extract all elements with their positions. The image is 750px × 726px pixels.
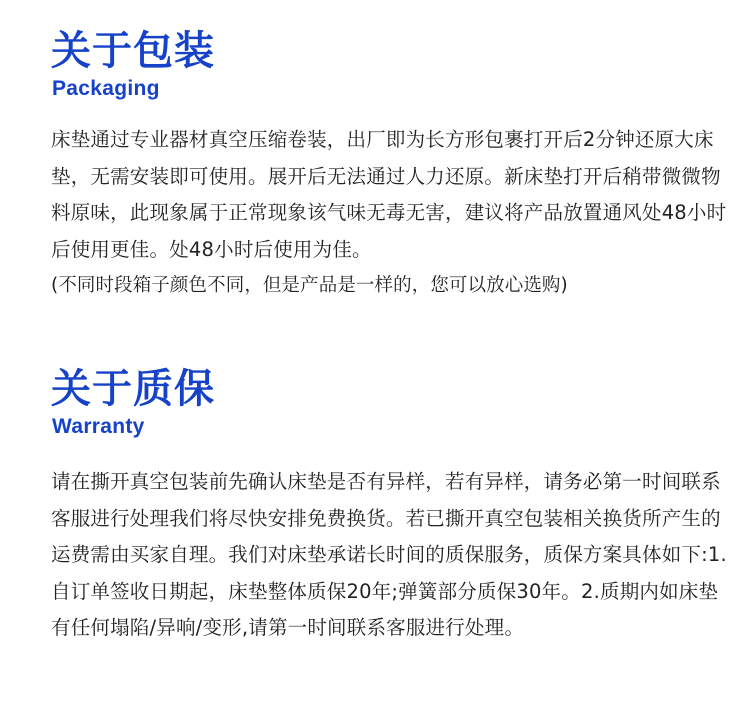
packaging-body-text: 床垫通过专业器材真空压缩卷装，出厂即为长方形包裹打开后2分钟还原大床垫，无需安装即可使用。展开后无法通过人力还原。新床垫打开后稍带微微物料原味，此现象属于正常现象该气味无毒无害，建议将产品放置通风处48小时后使用更佳。处48小时后使用为佳。 [51,128,727,261]
packaging-note: (不同时段箱子颜色不同，但是产品是一样的，您可以放心选购) [51,275,568,296]
packaging-subtitle: Packaging [52,77,160,100]
packaging-title: 关于包装 [51,28,215,74]
warranty-section [51,364,731,647]
warranty-subtitle: Warranty [52,415,145,438]
warranty-title: 关于质保 [51,366,215,412]
warranty-body-text: 请在撕开真空包装前先确认床垫是否有异样，若有异样，请务必第一时间联系客服进行处理我们将尽快安排免费换货。若已撕开真空包装相关换货所产生的运费需由买家自理。我们对床垫承诺长时间的质保服务，质保方案具体如下:1.自订单签收日期起，床垫整体质保20年;弹簧部分质保30年。2.质期内如床垫有任何塌陷/异响/变形,请第一时间联系客服进行处理。 [51,470,727,639]
packaging-section [51,26,731,304]
